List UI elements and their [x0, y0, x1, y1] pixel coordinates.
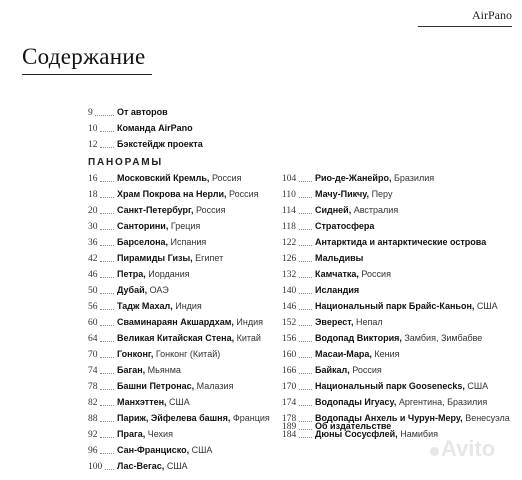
toc-entry[interactable]: 60 Сваминараян Акшардхам, Индия — [88, 314, 270, 330]
dot-leader — [299, 405, 312, 406]
dot-leader — [299, 429, 312, 430]
entry-title: Водопады Игуасу, — [315, 397, 397, 407]
entry-country: Россия — [226, 189, 259, 199]
dot-leader — [100, 453, 114, 454]
entry-country: США — [474, 301, 498, 311]
dot-leader — [299, 213, 312, 214]
entry-title: Сан-Франциско, — [117, 445, 190, 455]
dot-leader — [105, 469, 114, 470]
dot-leader — [95, 115, 114, 116]
dot-leader — [100, 261, 114, 262]
dot-leader — [100, 389, 114, 390]
entry-country: Россия — [349, 365, 382, 375]
dot-leader — [100, 405, 114, 406]
dot-leader — [299, 245, 312, 246]
toc-entry[interactable]: 100 Лас-Вегас, США — [88, 458, 270, 474]
toc-entry[interactable]: 88 Париж, Эйфелева башня, Франция — [88, 410, 270, 426]
dot-leader — [299, 197, 312, 198]
brand-header: AirPano — [418, 8, 512, 27]
entry-country: США — [464, 381, 489, 391]
entry-title: Манхэттен, — [117, 397, 167, 407]
dot-leader — [100, 229, 114, 230]
entry-country: Замбия, Зимбабве — [401, 333, 483, 343]
dot-leader — [299, 341, 312, 342]
toc-entry[interactable]: 50 Дубай, ОАЭ — [88, 282, 270, 298]
toc-entry[interactable]: 152 Эверест, Непал — [282, 314, 510, 330]
dot-leader — [100, 147, 114, 148]
intro-list — [88, 104, 203, 152]
entry-title: Рио-де-Жанейро, — [315, 173, 392, 183]
entry-title: Эверест, — [315, 317, 354, 327]
toc-entry[interactable]: 70 Гонконг, Гонконг (Китай) — [88, 346, 270, 362]
toc-entry[interactable]: 30 Санторини, Греция — [88, 218, 270, 234]
entry-country: Греция — [168, 221, 201, 231]
dot-leader — [100, 277, 114, 278]
entry-title: Сидней, — [315, 205, 352, 215]
entry-title: Исландия — [315, 285, 360, 295]
dot-leader — [299, 389, 312, 390]
watermark-dot-icon — [430, 447, 439, 456]
entry-country: США — [166, 397, 190, 407]
entry-title: Пирамиды Гизы, — [117, 253, 193, 263]
toc-right-column — [282, 170, 510, 442]
dot-leader — [100, 181, 114, 182]
entry-country: Иордания — [145, 269, 190, 279]
toc-entry[interactable]: 78 Башни Петронас, Малазия — [88, 378, 270, 394]
entry-title: От авторов — [117, 107, 168, 117]
entry-country: Намибия — [397, 429, 438, 439]
entry-country: Россия — [193, 205, 226, 215]
toc-left-column — [88, 170, 270, 474]
entry-title: Храм Покрова на Нерли, — [117, 189, 227, 199]
entry-title: Антарктида и антарктические острова — [315, 237, 487, 247]
entry-title: Петра, — [117, 269, 146, 279]
toc-entry[interactable]: 122 Антарктида и антарктические острова — [282, 234, 510, 250]
toc-entry[interactable]: 56 Тадж Махал, Индия — [88, 298, 270, 314]
dot-leader — [100, 293, 114, 294]
toc-entry[interactable]: 189 Об издательстве — [282, 418, 391, 434]
avito-watermark: Avito — [430, 436, 495, 462]
dot-leader — [100, 245, 114, 246]
entry-title: Башни Петронас, — [117, 381, 195, 391]
toc-entry[interactable]: 174 Водопады Игуасу, Аргентина, Бразилия — [282, 394, 510, 410]
entry-title: Тадж Махал, — [117, 301, 173, 311]
entry-country: Мьянма — [145, 365, 181, 375]
toc-entry[interactable]: 104 Рио-де-Жанейро, Бразилия — [282, 170, 510, 186]
toc-entry[interactable]: 12 Бэкстейдж проекта — [88, 136, 203, 152]
entry-title: Национальный парк Брайс-Каньон, — [315, 301, 475, 311]
dot-leader — [100, 213, 114, 214]
dot-leader — [299, 325, 312, 326]
entry-title: Париж, Эйфелева башня, — [117, 413, 231, 423]
entry-country: Бразилия — [391, 173, 435, 183]
toc-entry[interactable]: 10 Команда AirPano — [88, 120, 203, 136]
toc-entry[interactable]: 110 Мачу-Пикчу, Перу — [282, 186, 510, 202]
dot-leader — [100, 309, 114, 310]
toc-entry[interactable]: 20 Санкт-Петербург, Россия — [88, 202, 270, 218]
dot-leader — [299, 277, 312, 278]
dot-leader — [100, 357, 114, 358]
entry-country: Франция — [230, 413, 270, 423]
toc-entry[interactable]: 146 Национальный парк Брайс-Каньон, США — [282, 298, 510, 314]
toc-entry[interactable]: 82 Манхэттен, США — [88, 394, 270, 410]
entry-title: Санторини, — [117, 221, 169, 231]
toc-entry[interactable]: 114 Сидней, Австралия — [282, 202, 510, 218]
toc-entry[interactable]: 18 Храм Покрова на Нерли, Россия — [88, 186, 270, 202]
entry-title: Дубай, — [117, 285, 148, 295]
entry-country: Россия — [358, 269, 391, 279]
toc-entry[interactable]: 74 Баган, Мьянма — [88, 362, 270, 378]
entry-country: Венесуэла — [462, 413, 510, 423]
entry-title: Об издательстве — [315, 421, 392, 431]
dot-leader — [299, 229, 312, 230]
entry-title: Московский Кремль, — [117, 173, 210, 183]
dot-leader — [299, 357, 312, 358]
dot-leader — [100, 131, 114, 132]
entry-title: Водопад Виктория, — [315, 333, 402, 343]
toc-entry[interactable]: 42 Пирамиды Гизы, Египет — [88, 250, 270, 266]
toc-entry[interactable]: 36 Барселона, Испания — [88, 234, 270, 250]
toc-entry[interactable]: 64 Великая Китайская Стена, Китай — [88, 330, 270, 346]
toc-entry[interactable]: 96 Сан-Франциско, США — [88, 442, 270, 458]
toc-entry[interactable]: 166 Байкал, Россия — [282, 362, 510, 378]
dot-leader — [100, 325, 114, 326]
dot-leader — [100, 341, 114, 342]
toc-entry[interactable]: 170 Национальный парк Goosenecks, США — [282, 378, 510, 394]
entry-title: Байкал, — [315, 365, 350, 375]
entry-country: Перу — [369, 189, 393, 199]
dot-leader — [299, 181, 312, 182]
entry-title: Великая Китайская Стена, — [117, 333, 235, 343]
toc-entry[interactable]: 118 Стратосфера — [282, 218, 510, 234]
toc-entry[interactable]: 46 Петра, Иордания — [88, 266, 270, 282]
entry-country: Аргентина, Бразилия — [396, 397, 488, 407]
entry-title: Санкт-Петербург, — [117, 205, 194, 215]
toc-footer-entry — [282, 418, 391, 434]
entry-title: Прага, — [117, 429, 146, 439]
entry-country: Чехия — [145, 429, 173, 439]
entry-title: Баган, — [117, 365, 146, 375]
entry-title: Мальдивы — [315, 253, 364, 263]
dot-leader — [299, 261, 312, 262]
entry-title: Дюны Сосусфлей, — [315, 429, 398, 439]
entry-title: Барселона, — [117, 237, 169, 247]
dot-leader — [299, 373, 312, 374]
dot-leader — [299, 293, 312, 294]
entry-title: Гонконг, — [117, 349, 154, 359]
toc-entry[interactable]: 156 Водопад Виктория, Замбия, Зимбабве — [282, 330, 510, 346]
entry-title: Лас-Вегас, — [117, 461, 165, 471]
entry-country: Китай — [234, 333, 261, 343]
toc-entry[interactable]: 178 Водопады Анхель и Чурун-Меру, Венесуэла — [282, 410, 510, 426]
dot-leader — [100, 437, 114, 438]
dot-leader — [100, 421, 114, 422]
toc-entry[interactable]: 126 Мальдивы — [282, 250, 510, 266]
entry-country: Малазия — [194, 381, 234, 391]
dot-leader — [100, 197, 114, 198]
toc-entry[interactable]: 16 Московский Кремль, Россия — [88, 170, 270, 186]
entry-title: Стратосфера — [315, 221, 375, 231]
entry-country: Египет — [192, 253, 224, 263]
dot-leader — [299, 437, 312, 438]
entry-title: Команда AirPano — [117, 123, 193, 133]
toc-entry[interactable]: 92 Прага, Чехия — [88, 426, 270, 442]
entry-country: Испания — [168, 237, 207, 247]
toc-entry[interactable]: 184 Дюны Сосусфлей, Намибия — [282, 426, 510, 442]
dot-leader — [299, 309, 312, 310]
entry-country: Россия — [209, 173, 242, 183]
entry-country: Австралия — [351, 205, 399, 215]
section-heading: ПАНОРАМЫ — [88, 157, 163, 168]
dot-leader — [100, 373, 114, 374]
entry-country: Индия — [233, 317, 264, 327]
entry-country: США — [164, 461, 188, 471]
toc-entry[interactable]: 140 Исландия — [282, 282, 510, 298]
entry-country: Кения — [371, 349, 400, 359]
entry-title: Камчатка, — [315, 269, 359, 279]
entry-country: США — [189, 445, 213, 455]
entry-title: Масаи-Мара, — [315, 349, 372, 359]
entry-title: Национальный парк Goosenecks, — [315, 381, 465, 391]
entry-title: Бэкстейдж проекта — [117, 139, 203, 149]
page-title: Содержание — [22, 44, 152, 75]
entry-title: Водопады Анхель и Чурун-Меру, — [315, 413, 463, 423]
entry-country: ОАЭ — [147, 285, 169, 295]
toc-entry[interactable]: 160 Масаи-Мара, Кения — [282, 346, 510, 362]
entry-country: Индия — [172, 301, 202, 311]
entry-country: Непал — [353, 317, 383, 327]
entry-title: Мачу-Пикчу, — [315, 189, 370, 199]
toc-entry[interactable]: 9 От авторов — [88, 104, 203, 120]
entry-title: Сваминараян Акшардхам, — [117, 317, 234, 327]
toc-entry[interactable]: 132 Камчатка, Россия — [282, 266, 510, 282]
entry-country: Гонконг (Китай) — [153, 349, 221, 359]
